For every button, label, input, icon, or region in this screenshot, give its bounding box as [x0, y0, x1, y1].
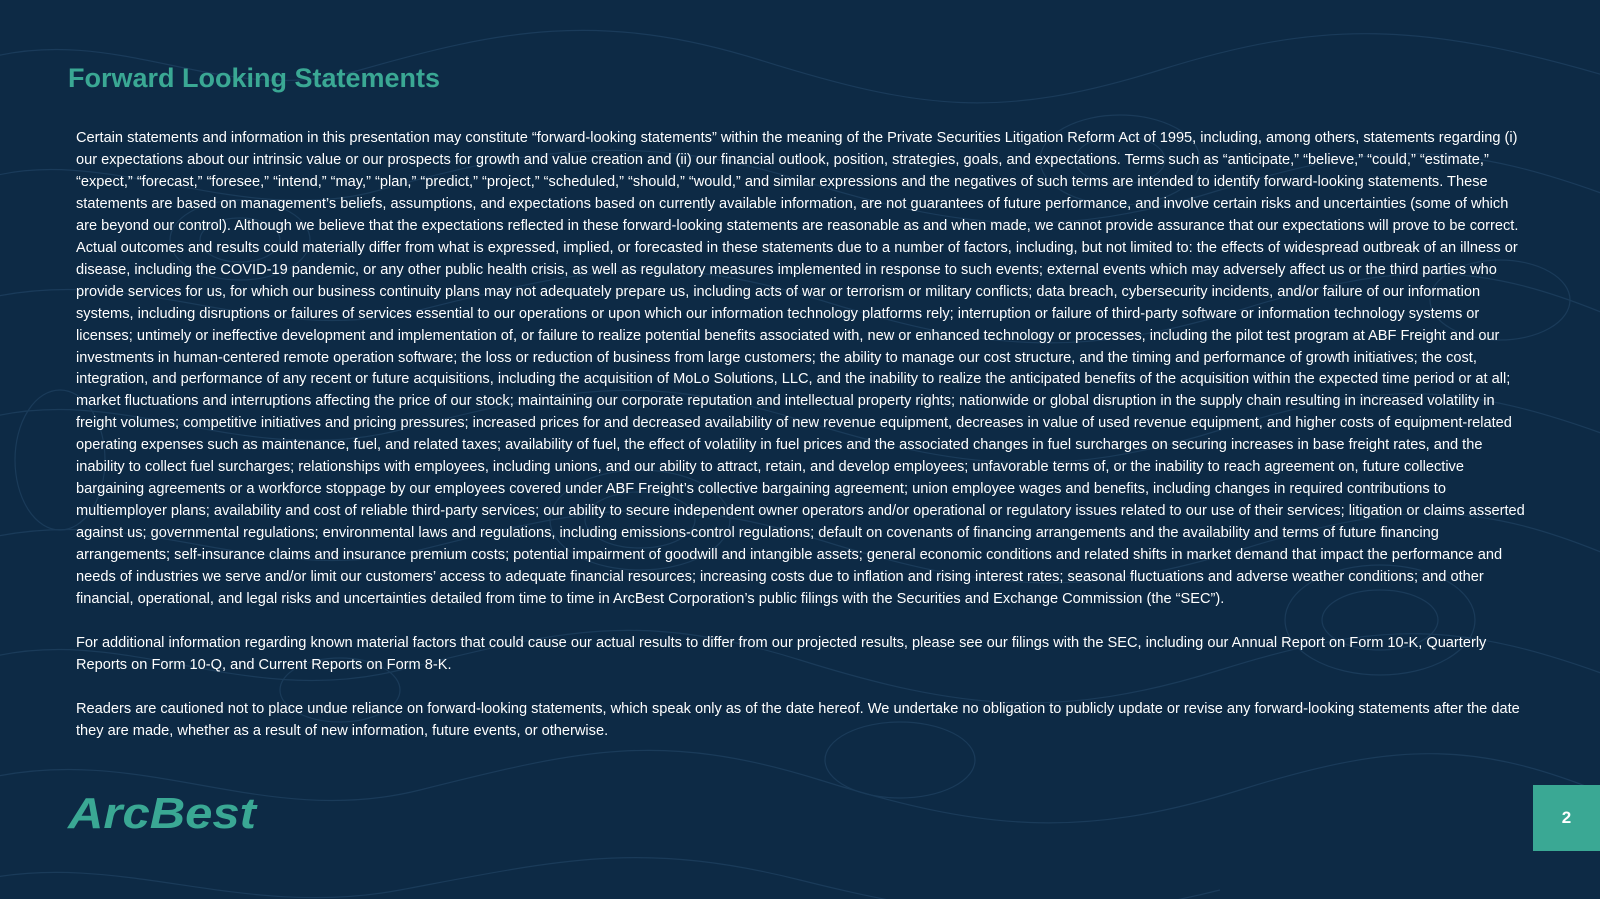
slide-title: Forward Looking Statements [68, 63, 441, 93]
arcbest-logo [64, 790, 264, 840]
page-number-badge [1533, 785, 1600, 851]
forward-looking-paragraph: Certain statements and information in this presentation may constitute “forward-looking statements” within the meaning of the Private Securities Litigation Reform Act of 1995, including, among others, statements regarding (i) our expectations about our intrinsic value or our prospects for growth and value creation and (ii) our financial outlook, position, strategies, goals, and expectations. Terms such as “anticipate,” “believe,” “could,” “estimate,” “expect,” “forecast,” “foresee,” “intend,” “may,” “plan,” “predict,” “project,” “scheduled,” “should,” “would,” and similar expressions and the negatives of such terms are intended to identify forward-looking statements. These statements are based on management’s beliefs, assumptions, and expectations based on currently available information, are not guarantees of future performance, and involve certain risks and uncertainties (some of which are beyond our control). Although we believe that the expectations reflected in these forward-looking statements are reasonable as and when made, we cannot provide assurance that our expectations will prove to be correct. Actual outcomes and results could materially differ from what is expressed, implied, or forecasted in these statements due to a number of factors, including, but not limited to: the effects of widespread outbreak of an illness or disease, including the COVID-19 pandemic, or any other public health crisis, as well as regulatory measures implemented in response to such events; external events which may adversely affect us or the third parties who provide services for us, for which our business continuity plans may not adequately prepare us, including acts of war or terrorism or military conflicts; data breach, cybersecurity incidents, and/or failure of our information systems, including disruptions or failures of services essential to our operations or upon which our information technology platforms rely; interruption or failure of third-party software or information technology systems or licenses; untimely or ineffective development and implementation of, or failure to realize potential benefits associated with, new or enhanced technology or processes, including the pilot test program at ABF Freight and our investments in human-centered remote operation software; the loss or reduction of business from large customers; the ability to manage our cost structure, and the timing and performance of growth initiatives; the cost, integration, and performance of any recent or future acquisitions, including the acquisition of MoLo Solutions, LLC, and the inability to realize the anticipated benefits of the acquisition within the expected time period or at all; market fluctuations and interruptions affecting the price of our stock; maintaining our corporate reputation and intellectual property rights; nationwide or global disruption in the supply chain resulting in increased volatility in freight volumes; competitive initiatives and pricing pressures; increased prices for and decreased availability of new revenue equipment, decreases in value of used revenue equipment, and higher costs of equipment-related operating expenses such as maintenance, fuel, and related taxes; availability of fuel, the effect of volatility in fuel prices and the associated changes in fuel surcharges on securing increases in base freight rates, and the inability to collect fuel surcharges; relationships with employees, including unions, and our ability to attract, retain, and develop employees; unfavorable terms of, or the inability to reach agreement on, future collective bargaining agreements or a workforce stoppage by our employees covered under ABF Freight’s collective bargaining agreement; union employee wages and benefits, including changes in required contributions to multiemployer plans; availability and cost of reliable third-party services; our ability to secure independent owner operators and/or operational or regulatory issues related to our use of their services; litigation or claims asserted against us; governmental regulations; environmental laws and regulations, including emissions-control regulations; default on covenants of financing arrangements and the availability and terms of future financing arrangements; self-insurance claims and insurance premium costs; potential impairment of goodwill and intangible assets; general economic conditions and related shifts in market demand that impact the performance and needs of industries we serve and/or limit our customers’ access to adequate financial resources; increasing costs due to inflation and rising interest rates; seasonal fluctuations and adverse weather conditions; and other financial, operational, and legal risks and uncertainties detailed from time to time in ArcBest Corporation’s public filings with the Securities and Exchange Commission (the “SEC”). [76, 130, 1525, 608]
disclaimer-body [76, 128, 1531, 765]
additional-info-paragraph: For additional information regarding known material factors that could cause our actual results to differ from our projected results, please see our filings with the SEC, including our Annual Report on Form 10-K, Quarterly Reports on Form 10-Q, and Current Reports on Form 8-K. [76, 634, 1487, 673]
page-number: 2 [1561, 808, 1572, 827]
logo-wordmark: ArcBest [66, 790, 259, 838]
reliance-caution-paragraph: Readers are cautioned not to place undue reliance on forward-looking statements, which speak only as of the date hereof. We undertake no obligation to publicly update or revise any forward-looking statements after the date they are made, whether as a result of new information, future events, or otherwise. [76, 700, 1520, 739]
